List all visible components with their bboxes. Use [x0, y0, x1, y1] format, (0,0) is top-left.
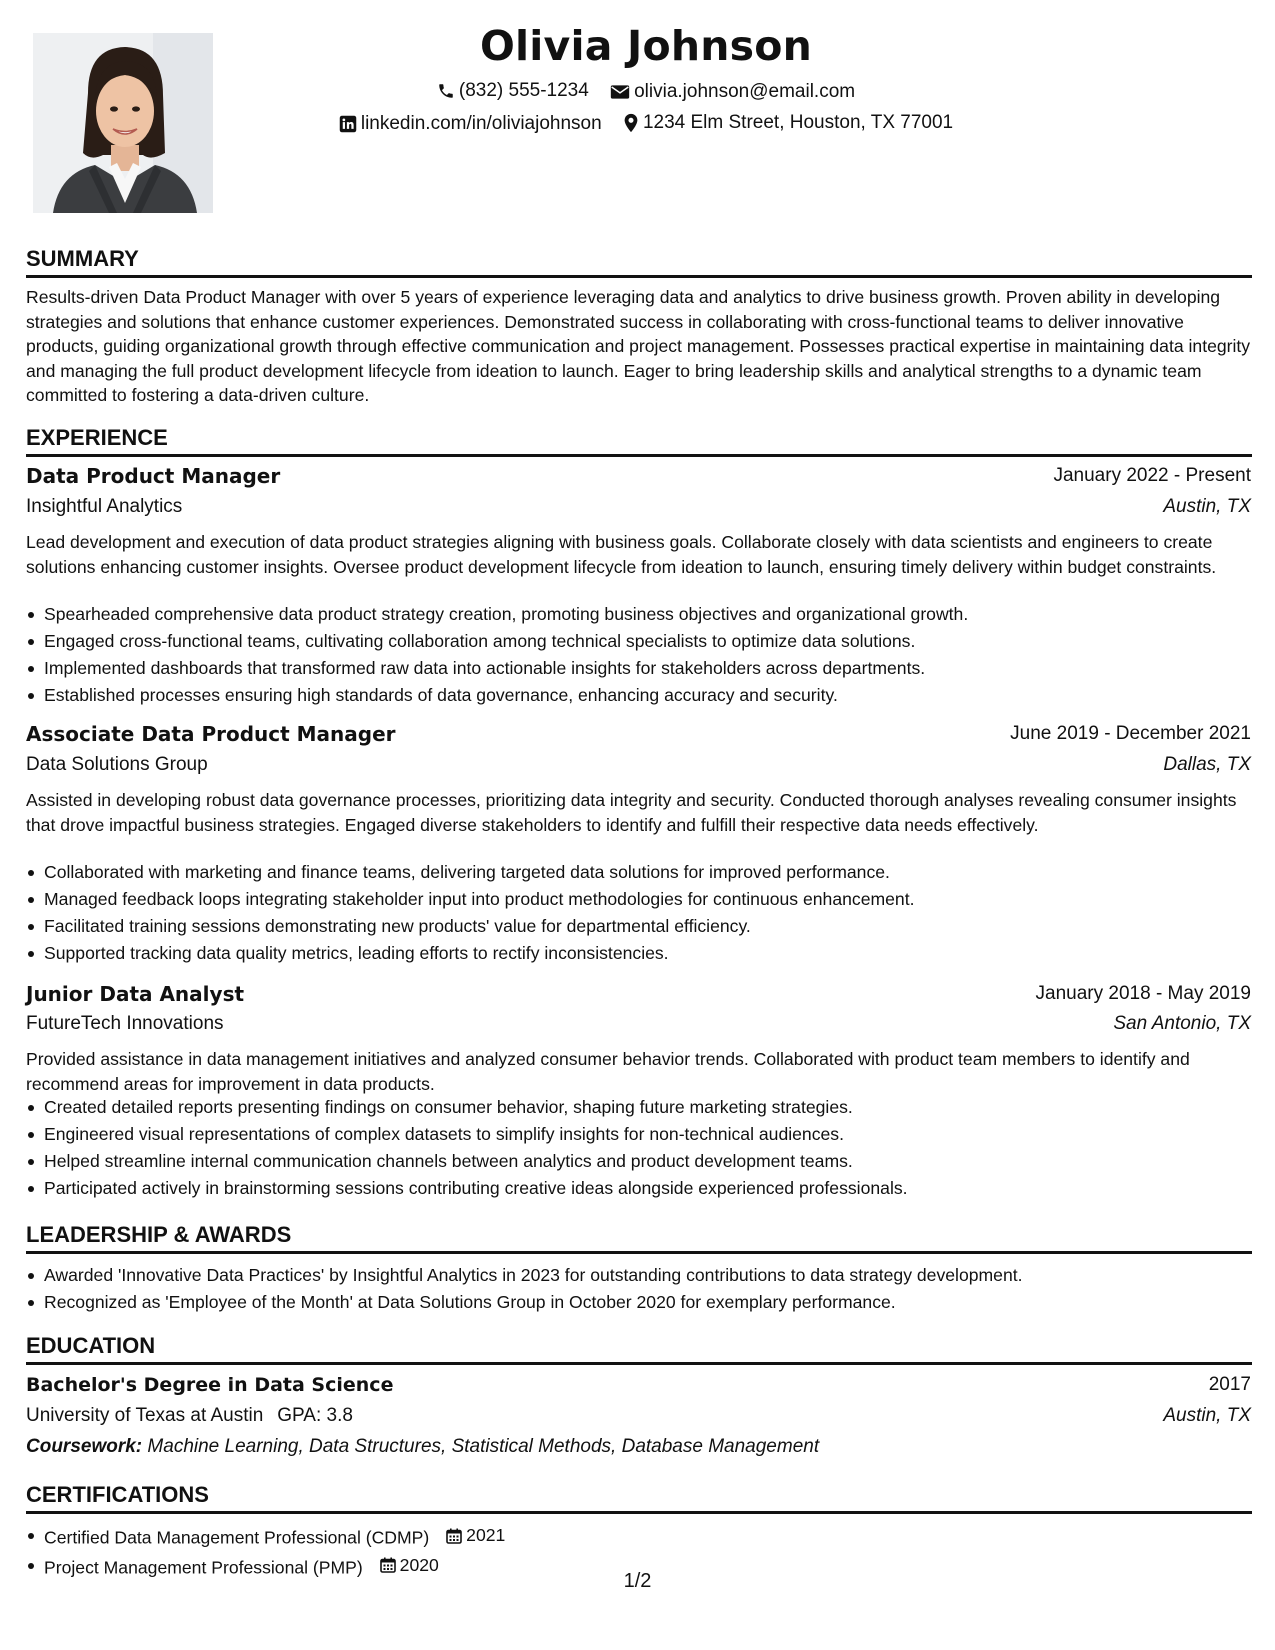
gpa: GPA: 3.8 [277, 1405, 353, 1426]
linkedin-icon [339, 115, 357, 133]
list-item: Helped streamline internal communication channels between analytics and product development teams. [44, 1148, 1264, 1175]
coursework-list: Machine Learning, Data Structures, Statistical Methods, Database Management [147, 1436, 820, 1457]
job-description: Provided assistance in data management initiatives and analyzed consumer behavior trends. Collaborated with product team members to identify and recommend areas for improvement in data products. [26, 1049, 1190, 1094]
summary-text: Results-driven Data Product Manager with over 5 years of experience leveraging data and analytics to drive business growth. Proven ability in developing strategies and solutions that enhance customer experiences. Demonstrated success in collaborating with cross-functional teams to deliver innovative products, guiding organizational growth through effective communication and project management. Possesses practical expertise in maintaining data integrity and managing the full product development lifecycle from ideation to launch. Eager to bring leadership skills and analytical strengths to a dynamic team committed to fostering a data-driven culture. [26, 287, 1251, 406]
school-line [26, 1405, 353, 1427]
list-item: Collaborated with marketing and finance teams, delivering targeted data solutions for improved performance. [44, 859, 1264, 886]
linkedin-contact[interactable] [339, 113, 602, 135]
contact-line-1 [0, 80, 1275, 106]
job-title: Junior Data Analyst [26, 982, 245, 1006]
education-divider [26, 1362, 1252, 1365]
degree-title: Bachelor's Degree in Data Science [26, 1374, 394, 1396]
school-location: Austin, TX [1163, 1405, 1251, 1426]
job-location: San Antonio, TX [1113, 1013, 1251, 1034]
contact-line-2 [0, 112, 1275, 139]
phone-icon [437, 82, 455, 100]
list-item [44, 1522, 1264, 1552]
leadership-divider [26, 1251, 1252, 1254]
job-bullets [26, 859, 1264, 967]
phone-contact[interactable] [437, 80, 589, 102]
job-description: Lead development and execution of data product strategies aligning with business goals. Collaborate closely with data scientists and engineers to create solutions enhancing customer insights. Oversee product development lifecycle from ideation to launch, ensuring timely delivery within budget constraints. [26, 532, 1217, 577]
list-item: Engaged cross-functional teams, cultivating collaboration among technical specialists to optimize data solutions. [44, 628, 1264, 655]
experience-heading: EXPERIENCE [26, 425, 168, 450]
address-text: 1234 Elm Street, Houston, TX 77001 [642, 112, 954, 133]
certification-year-text: 2021 [466, 1525, 506, 1545]
list-item: Managed feedback loops integrating stakeholder input into product methodologies for continuous enhancement. [44, 886, 1264, 913]
linkedin-text: linkedin.com/in/oliviajohnson [360, 113, 602, 134]
certification-name: Project Management Professional (PMP) [44, 1557, 363, 1577]
summary-heading: SUMMARY [26, 246, 139, 271]
job-title: Data Product Manager [26, 464, 281, 488]
phone-text: (832) 555-1234 [458, 80, 589, 101]
candidate-name: Olivia Johnson [479, 22, 813, 70]
job-title: Associate Data Product Manager [26, 722, 396, 746]
job-dates: January 2018 - May 2019 [1035, 983, 1251, 1004]
list-item: Created detailed reports presenting findings on consumer behavior, shaping future marketing strategies. [44, 1094, 1264, 1121]
envelope-icon [610, 84, 630, 100]
job-dates: June 2019 - December 2021 [1010, 723, 1251, 744]
job-company: Data Solutions Group [26, 754, 208, 775]
job-bullets [26, 601, 1264, 709]
school-name: University of Texas at Austin [26, 1405, 264, 1426]
job-location: Austin, TX [1163, 496, 1251, 517]
list-item: Spearheaded comprehensive data product strategy creation, promoting business objectives and organizational growth. [44, 601, 1264, 628]
job-bullets [26, 1094, 1264, 1202]
certifications-heading: CERTIFICATIONS [26, 1482, 209, 1507]
job-company: Insightful Analytics [26, 496, 183, 517]
map-pin-icon [623, 113, 639, 133]
address-contact [623, 112, 953, 134]
experience-divider [26, 454, 1252, 457]
list-item: Participated actively in brainstorming sessions contributing creative ideas alongside experienced professionals. [44, 1175, 1264, 1202]
list-item: Supported tracking data quality metrics, leading efforts to rectify inconsistencies. [44, 940, 1264, 967]
certification-year [446, 1522, 505, 1549]
job-dates: January 2022 - Present [1053, 465, 1251, 486]
list-item: Recognized as 'Employee of the Month' at Data Solutions Group in October 2020 for exemplary performance. [44, 1289, 1264, 1316]
summary-divider [26, 275, 1252, 278]
calendar-icon [446, 1528, 462, 1544]
certifications-divider [26, 1511, 1252, 1514]
job-description: Assisted in developing robust data governance processes, prioritizing data integrity and security. Conducted thorough analyses revealing consumer insights that drove impactful business strategies. Engaged diverse stakeholders to identify and fulfill their respective data needs effectively. [26, 790, 1237, 835]
page-number: 1/2 [623, 1570, 652, 1592]
job-location: Dallas, TX [1163, 754, 1251, 775]
email-contact[interactable] [610, 81, 855, 103]
education-heading: EDUCATION [26, 1333, 156, 1358]
leadership-list [26, 1262, 1264, 1316]
email-text: olivia.johnson@email.com [634, 81, 856, 102]
graduation-year: 2017 [1208, 1374, 1251, 1395]
list-item: Established processes ensuring high standards of data governance, enhancing accuracy and security. [44, 682, 1264, 709]
coursework-label: Coursework: [26, 1436, 143, 1457]
job-company: FutureTech Innovations [26, 1013, 224, 1034]
list-item: Implemented dashboards that transformed raw data into actionable insights for stakeholders across departments. [44, 655, 1264, 682]
coursework-line [26, 1436, 819, 1458]
list-item: Awarded 'Innovative Data Practices' by Insightful Analytics in 2023 for outstanding contributions to data strategy development. [44, 1262, 1264, 1289]
leadership-heading: LEADERSHIP & AWARDS [26, 1222, 292, 1247]
list-item: Engineered visual representations of complex datasets to simplify insights for non-technical audiences. [44, 1121, 1264, 1148]
certification-year-text: 2020 [399, 1554, 439, 1575]
certification-name: Certified Data Management Professional (CDMP) [44, 1527, 430, 1548]
list-item: Facilitated training sessions demonstrating new products' value for departmental efficiency. [44, 913, 1264, 940]
